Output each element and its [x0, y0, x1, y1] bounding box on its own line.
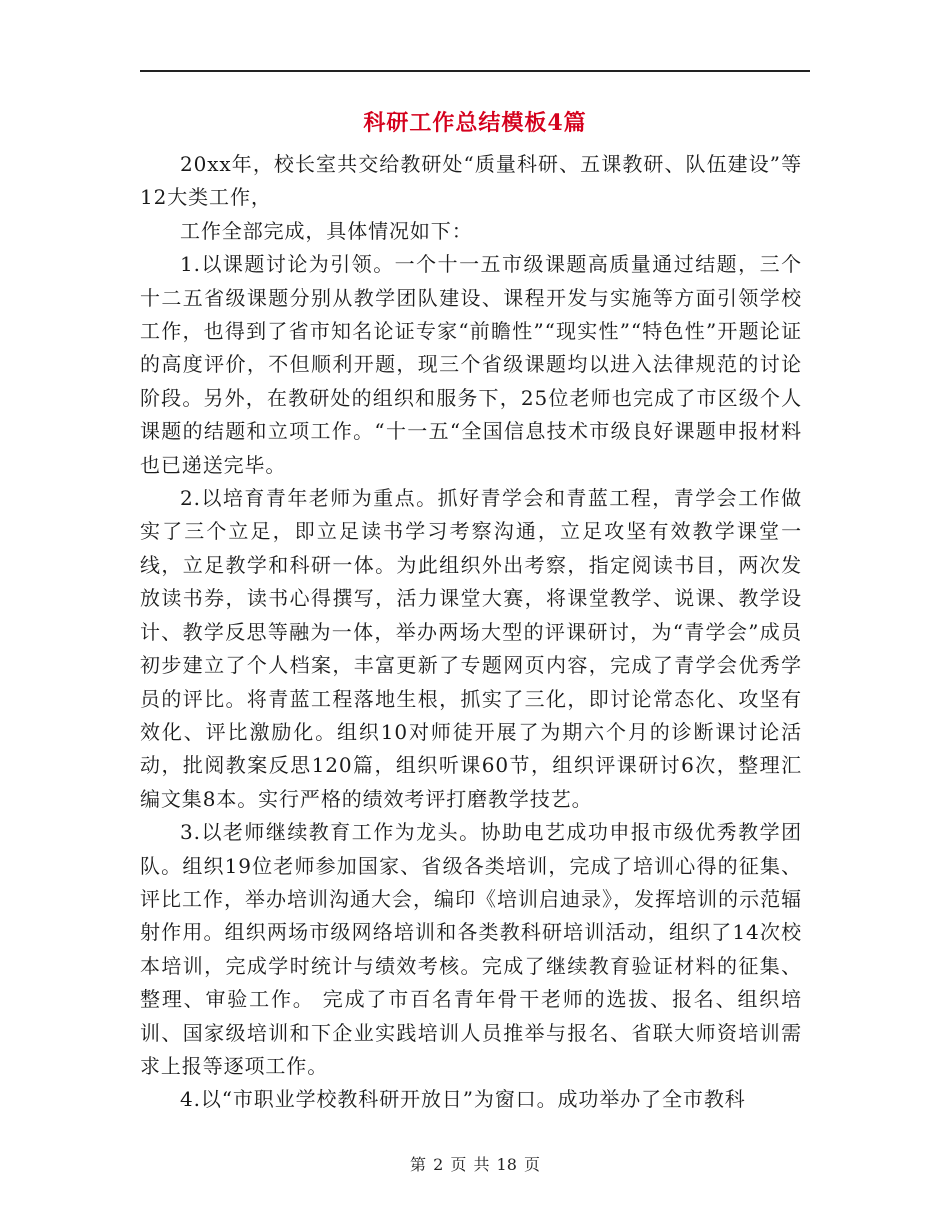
item-2-paragraph: 2.以培育青年老师为重点。抓好青学会和青蓝工程，青学会工作做实了三个立足，即立足读书学习考察沟通，立足攻坚有效教学课堂一线，立足教学和科研一体。为此组织外出考察，指定阅读书目，两次发放读书券，读书心得撰写，活力课堂大赛，将课堂教学、说课、教学设计、教学反思等融为一体，举办两场大型的评课研讨，为“青学会”成员初步建立了个人档案，丰富更新了专题网页内容，完成了青学会优秀学员的评比。将青蓝工程落地生根，抓实了三化，即讨论常态化、攻坚有效化、评比激励化。组织10对师徒开展了为期六个月的诊断课讨论活动，批阅教案反思120篇，组织听课60节，组织评课研讨6次，整理汇编文集8本。实行严格的绩效考评打磨教学技艺。 — [140, 486, 802, 811]
page-number-footer: 第 2 页 共 18 页 — [410, 1155, 540, 1174]
item-1-paragraph: 1.以课题讨论为引领。一个十一五市级课题高质量通过结题，三个十二五省级课题分别从教学团队建设、课程开发与实施等方面引领学校工作，也得到了省市知名论证专家“前瞻性”“现实性”“特色性”开题论证的高度评价，不但顺利开题，现三个省级课题均以进入法律规范的讨论阶段。另外，在教研处的组织和服务下，25位老师也完成了市区级个人课题的结题和立项工作。“十一五“全国信息技术市级良好课题申报材料也已递送完毕。 — [140, 252, 802, 477]
item-3-paragraph: 3.以老师继续教育工作为龙头。协助电艺成功申报市级优秀教学团队。组织19位老师参加国家、省级各类培训，完成了培训心得的征集、评比工作，举办培训沟通大会，编印《培训启迪录》，发挥培训的示范辐射作用。组织两场市级网络培训和各类教科研培训活动，组织了14次校本培训，完成学时统计与绩效考核。完成了继续教育验证材料的征集、整理、审验工作。 完成了市百名青年骨干老师的选拔、报名、组织培训、国家级培训和下企业实践培训人员推举与报名、省联大师资培训需求上报等逐项工作。 — [140, 820, 802, 1078]
item-4-paragraph: 4.以“市职业学校教科研开放日”为窗口。成功举办了全市教科 — [180, 1087, 746, 1112]
header-rule — [140, 70, 810, 72]
summary-paragraph: 工作全部完成，具体情况如下： — [180, 218, 473, 243]
document-title: 科研工作总结模板4篇 — [363, 110, 587, 136]
document-body — [140, 148, 802, 1117]
intro-paragraph: 20xx年，校长室共交给教研处“质量科研、五课教研、队伍建设”等12大类工作， — [140, 152, 802, 210]
